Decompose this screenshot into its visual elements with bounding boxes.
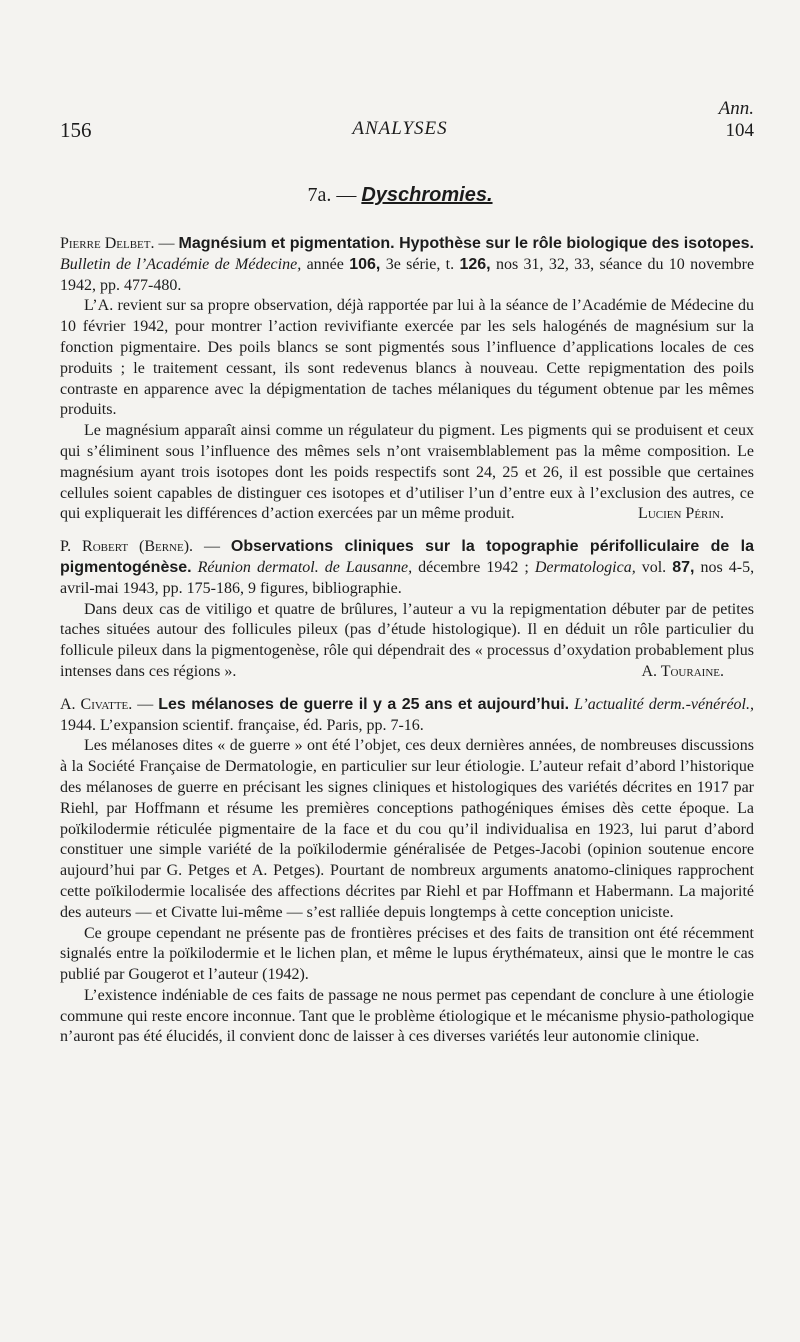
source-2: Dermatologica, [534,558,636,576]
details-mid: vol. [641,558,667,576]
source: Réunion dermatol. de Lausanne, [197,558,413,576]
abstract-entry [60,537,754,683]
article-title: Observations cliniques sur la topographie périfolliculaire de la pigmentogénèse. [60,538,754,576]
details-pre: décembre 1942 ; [418,558,529,576]
paragraph: L’existence indéniable de ces faits de passage ne nous permet pas cependant de conclure à une étiologie commune qui reste encore inconnue. Tant que le problème étiologique et le mécanisme physio-pathologique n’auront pas été élucidés, il convient donc de laisser à ces diverses variétés leur autonomie clinique. [60,986,754,1046]
details-post: 1944. L’expansion scientif. française, éd. Paris, pp. 7-16. [60,716,424,734]
article-title: Magnésium et pigmentation. Hypothèse sur le rôle biologique des isotopes. [178,235,754,252]
abstract-entry [60,695,754,1049]
citation: Pierre Delbet. — Magnésium et pigmentation. Hypothèse sur le rôle biologique des isotopes. Bulletin de l’Académie de Médecine, année 106, 3e série, t. 126, nos 31, 32, 33, séance du 10 novembre 1942, pp. 477-480. [60,235,755,294]
section-name: Dyschromies. [361,184,493,206]
paragraph: Dans deux cas de vitiligo et quatre de brûlures, l’auteur a vu la repigmentation débuter par de petites taches situées autour des follicules pileux (pas d’étude histologique). Il en déduit un rôle particulier du follicule pileux dans la pigmentogenèse, rôle qui dépendrait des « processus d’oxydation probablement plus intenses dans ces régions ». [60,600,754,680]
paragraph: Ce groupe cependant ne présente pas de frontières précises et des faits de transition ont été récemment signalés entre la poïkilodermie et le lichen plan, et même le lupus érythémateux, ainsi que le montre le cas publié par Gougerot et l’auteur (1942). [60,924,754,984]
details-mid: 3e série, t. [385,255,455,273]
volume: 87, [672,558,695,576]
source: Bulletin de l’Académie de Médecine, [60,255,302,273]
paragraph: Les mélanoses dites « de guerre » ont été l’objet, ces deux dernières années, de nombreuses discussions à la Société Française de Dermatologie, en particulier sur leur étiologie. L’auteur refait d’abord l’historique des mélanoses de guerre en précisant les signes cliniques et histologiques des variétés décrites en 1917 par Riehl, par Hoffmann et résume les premières conceptions pathogéniques émises dès cette époque. La poïkilodermie réticulée pigmentaire de la face et du cou qu’il individualisa en 1923, lui parut d’abord constituer une simple variété de la poïkilodermie généralisée de Petges-Jacobi (opinion soutenue encore aujourd’hui par G. Petges et A. Petges). Pourtant de nombreux arguments anatomo-cliniques rapprochent cette poïkilodermie localisée des affections décrites par Riehl et par Hoffmann et Habermann. La majorité des auteurs — et Civatte lui-même — s’est ralliée depuis longtemps à cette conception uniciste. [60,737,754,921]
page-number: 156 [60,118,92,142]
author: A. Civatte. [60,695,133,713]
paragraph: Le magnésium apparaît ainsi comme un régulateur du pigment. Les pigments qui se produisent et ceux qui s’éliminent sous l’influence des mêmes sels n’ont vraisemblablement pas la même composition. Le magnésium ayant trois isotopes dont les poids respectifs sont 24, 25 et 26, il est possible que certaines cellules soient capables de distinguer ces isotopes et d’utiliser l’un d’entre eux à l’exclusion des autres, ce qui expliquerait les différences d’action exercées par un même produit. [60,422,754,523]
author: Pierre Delbet. [60,235,155,252]
article-title: Les mélanoses de guerre il y a 25 ans et aujourd’hui. [158,695,570,713]
volume-2: 126, [459,255,491,273]
running-header [0,0,800,150]
details-pre: année [306,255,344,273]
journal-volume: 104 [725,120,754,141]
citation: A. Civatte. — Les mélanoses de guerre il y a 25 ans et aujourd’hui. L’actualité derm.-vénéréol., 1944. L’expansion scientif. française, éd. Paris, pp. 7-16. [60,695,754,734]
details-post: nos 31, 32, 33, séance du 10 novembre 1942, pp. 477-480. [60,255,755,294]
article-body [60,234,754,1060]
section-number: 7a. — [307,184,357,206]
details-post: nos 4-5, avril-mai 1943, pp. 175-186, 9 figures, bibliographie. [60,558,755,597]
section-heading [0,184,800,207]
journal-abbreviation [719,98,754,142]
source: L’actualité derm.-vénéréol., [574,695,754,713]
paragraph: L’A. revient sur sa propre observation, déjà rapportée par lui à la séance de l’Académie de Médecine du 10 février 1942, pour montrer l’action revivifiante exercée par les sels halogénés de magnésium sur la fonction pigmentaire. Des poils blancs se sont pigmentés sous l’influence d’applications locales de ces produits ; le traitement cessant, ils sont redevenus blancs à nouveau. Cette repigmentation des poils contraste en apparence avec la dépigmentation de taches mélaniques du tégument obtenue par les mêmes produits. [60,297,754,419]
running-title: ANALYSES [352,118,448,139]
volume: 106, [349,255,381,273]
abstract-entry [60,234,754,525]
signature: Lucien Périn. [638,505,724,523]
journal-abbrev-top: Ann. [718,98,754,119]
citation: P. Robert (Berne). — Observations cliniques sur la topographie périfolliculaire de la pigmentogénèse. Réunion dermatol. de Lausanne, décembre 1942 ; Dermatologica, vol. 87, nos 4-5, avril-mai 1943, pp. 175-186, 9 figures, bibliographie. [60,538,755,597]
signature: A. Touraine. [641,662,724,680]
author: P. Robert (Berne). [60,538,194,556]
